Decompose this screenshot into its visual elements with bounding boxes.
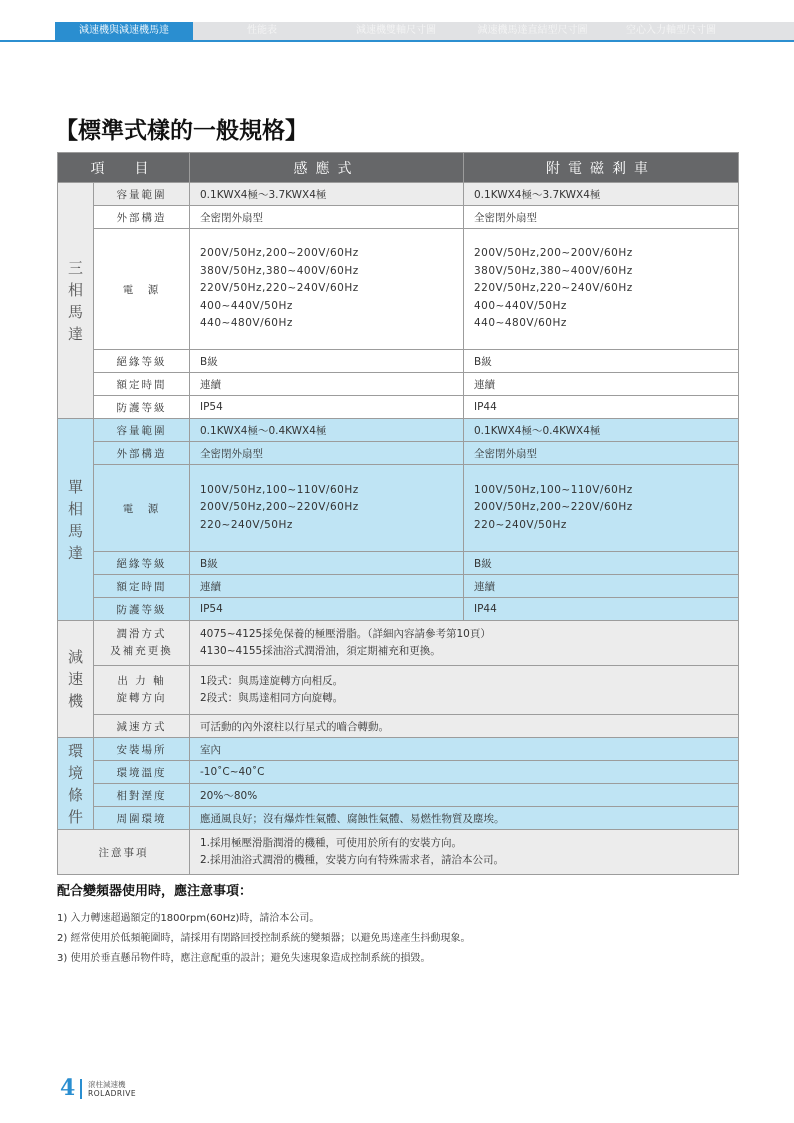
tab-direct-coupled-dims[interactable]: 減速機馬達直結型尺寸圖	[461, 22, 604, 40]
brand-name-cn: 滾柱減速機	[88, 1080, 126, 1089]
cell-brake: 100V/50Hz,100~110V/60Hz 200V/50Hz,200~220V/60Hz 220~240V/50Hz	[464, 465, 739, 552]
row-label: 注意事項	[58, 830, 190, 875]
row-label: 周圍環境	[94, 807, 190, 830]
row-label: 減速方式	[94, 715, 190, 738]
table-row	[58, 715, 739, 738]
inverter-note: 2) 經常使用於低頻範圍時，請採用有閉路回授控制系統的變頻器；以避免馬達產生抖動現象。	[57, 933, 471, 944]
cell-induction: IP54	[190, 396, 464, 419]
group-three-phase: 三相馬達	[58, 183, 94, 419]
page-number: 4	[60, 1075, 76, 1101]
tab-dual-shaft-dims[interactable]: 減速機雙軸尺寸圖	[331, 22, 461, 40]
row-label: 環境溫度	[94, 761, 190, 784]
cell-brake: 全密閉外扇型	[464, 442, 739, 465]
tab-reducer-motor[interactable]: 減速機與減速機馬達	[55, 22, 193, 40]
table-row	[58, 598, 739, 621]
cell-induction: 0.1KWX4極～3.7KWX4極	[190, 183, 464, 206]
cell-value: 1段式：與馬達旋轉方向相反。 2段式：與馬達相同方向旋轉。	[190, 666, 739, 715]
brand-name-en: ROLADRIVE	[88, 1089, 137, 1098]
table-row	[58, 552, 739, 575]
cell-induction: 全密閉外扇型	[190, 206, 464, 229]
group-environment: 環境條件	[58, 738, 94, 830]
row-label: 容量範圍	[94, 419, 190, 442]
cell-induction: B級	[190, 350, 464, 373]
row-label: 絕緣等級	[94, 552, 190, 575]
cell-induction: 全密閉外扇型	[190, 442, 464, 465]
table-row	[58, 666, 739, 715]
cell-brake: 連續	[464, 575, 739, 598]
cell-brake: B級	[464, 552, 739, 575]
inverter-note: 1) 入力轉速超過額定的1800rpm(60Hz)時，請洽本公司。	[57, 913, 320, 924]
header-item: 項 目	[58, 153, 190, 183]
tab-hollow-shaft-dims[interactable]: 空心入力軸型尺寸圖	[604, 22, 738, 40]
cell-brake: B級	[464, 350, 739, 373]
table-row	[58, 784, 739, 807]
spec-table	[57, 152, 739, 875]
row-label: 相對溼度	[94, 784, 190, 807]
table-row	[58, 183, 739, 206]
group-reducer: 減速機	[58, 621, 94, 738]
row-label: 容量範圍	[94, 183, 190, 206]
cell-value: 1.採用極壓滑脂潤滑的機種，可使用於所有的安裝方向。 2.採用油浴式潤滑的機種，安裝方向有特殊需求者，請洽本公司。	[190, 830, 739, 875]
cell-induction: IP54	[190, 598, 464, 621]
table-row	[58, 442, 739, 465]
header-induction: 感應式	[190, 153, 464, 183]
page-title: 【標準式樣的一般規格】	[55, 117, 308, 144]
row-label: 潤滑方式 及補充更換	[94, 621, 190, 666]
tab-filler	[738, 22, 794, 40]
row-label: 電 源	[94, 229, 190, 350]
cell-value: 應通風良好；沒有爆炸性氣體、腐蝕性氣體、易燃性物質及塵埃。	[190, 807, 739, 830]
row-label: 安裝場所	[94, 738, 190, 761]
cell-value: 可活動的內外滾柱以行星式的嚙合轉動。	[190, 715, 739, 738]
cell-brake: 全密閉外扇型	[464, 206, 739, 229]
table-row	[58, 621, 739, 666]
cell-value: 室內	[190, 738, 739, 761]
table-row	[58, 419, 739, 442]
cell-value: -10˚C~40˚C	[190, 761, 739, 784]
cell-induction: 200V/50Hz,200~200V/60Hz 380V/50Hz,380~400V/60Hz 220V/50Hz,220~240V/60Hz 400~440V/50Hz 440~480V/60Hz	[190, 229, 464, 350]
cell-brake: 200V/50Hz,200~200V/60Hz 380V/50Hz,380~400V/60Hz 220V/50Hz,220~240V/60Hz 400~440V/50Hz 440~480V/60Hz	[464, 229, 739, 350]
cell-brake: 0.1KWX4極～3.7KWX4極	[464, 183, 739, 206]
cell-induction: 100V/50Hz,100~110V/60Hz 200V/50Hz,200~220V/60Hz 220~240V/50Hz	[190, 465, 464, 552]
table-row	[58, 761, 739, 784]
table-row	[58, 229, 739, 350]
cell-induction: 連續	[190, 575, 464, 598]
cell-induction: 連續	[190, 373, 464, 396]
table-row	[58, 807, 739, 830]
row-label: 防護等級	[94, 598, 190, 621]
row-label: 防護等級	[94, 396, 190, 419]
cell-brake: 0.1KWX4極～0.4KWX4極	[464, 419, 739, 442]
nav-rule	[0, 40, 794, 42]
table-header-row	[58, 153, 739, 183]
cell-value: 4075~4125採免保養的極壓滑脂。（詳細內容請參考第10頁） 4130~4155採油浴式潤滑油，須定期補充和更換。	[190, 621, 739, 666]
header-brake: 附電磁剎車	[464, 153, 739, 183]
top-navigation	[0, 0, 794, 40]
table-row	[58, 350, 739, 373]
table-row	[58, 738, 739, 761]
cell-value: 20%～80%	[190, 784, 739, 807]
footer-divider	[80, 1079, 82, 1099]
cell-brake: IP44	[464, 598, 739, 621]
cell-brake: IP44	[464, 396, 739, 419]
row-label: 出 力 軸 旋轉方向	[94, 666, 190, 715]
row-label: 外部構造	[94, 206, 190, 229]
row-label: 額定時間	[94, 575, 190, 598]
table-row	[58, 206, 739, 229]
table-row	[58, 575, 739, 598]
cell-brake: 連續	[464, 373, 739, 396]
cell-induction: B級	[190, 552, 464, 575]
row-label: 電 源	[94, 465, 190, 552]
row-label: 外部構造	[94, 442, 190, 465]
inverter-notes-title: 配合變頻器使用時，應注意事項：	[57, 884, 253, 899]
table-row	[58, 465, 739, 552]
group-single-phase: 單相馬達	[58, 419, 94, 621]
tab-performance[interactable]: 性能表	[193, 22, 331, 40]
inverter-note: 3) 使用於垂直懸吊物件時，應注意配重的設計；避免失速現象造成控制系統的損毀。	[57, 953, 431, 964]
row-label: 絕緣等級	[94, 350, 190, 373]
table-row	[58, 373, 739, 396]
row-label: 額定時間	[94, 373, 190, 396]
cell-induction: 0.1KWX4極～0.4KWX4極	[190, 419, 464, 442]
table-row	[58, 830, 739, 875]
table-row	[58, 396, 739, 419]
